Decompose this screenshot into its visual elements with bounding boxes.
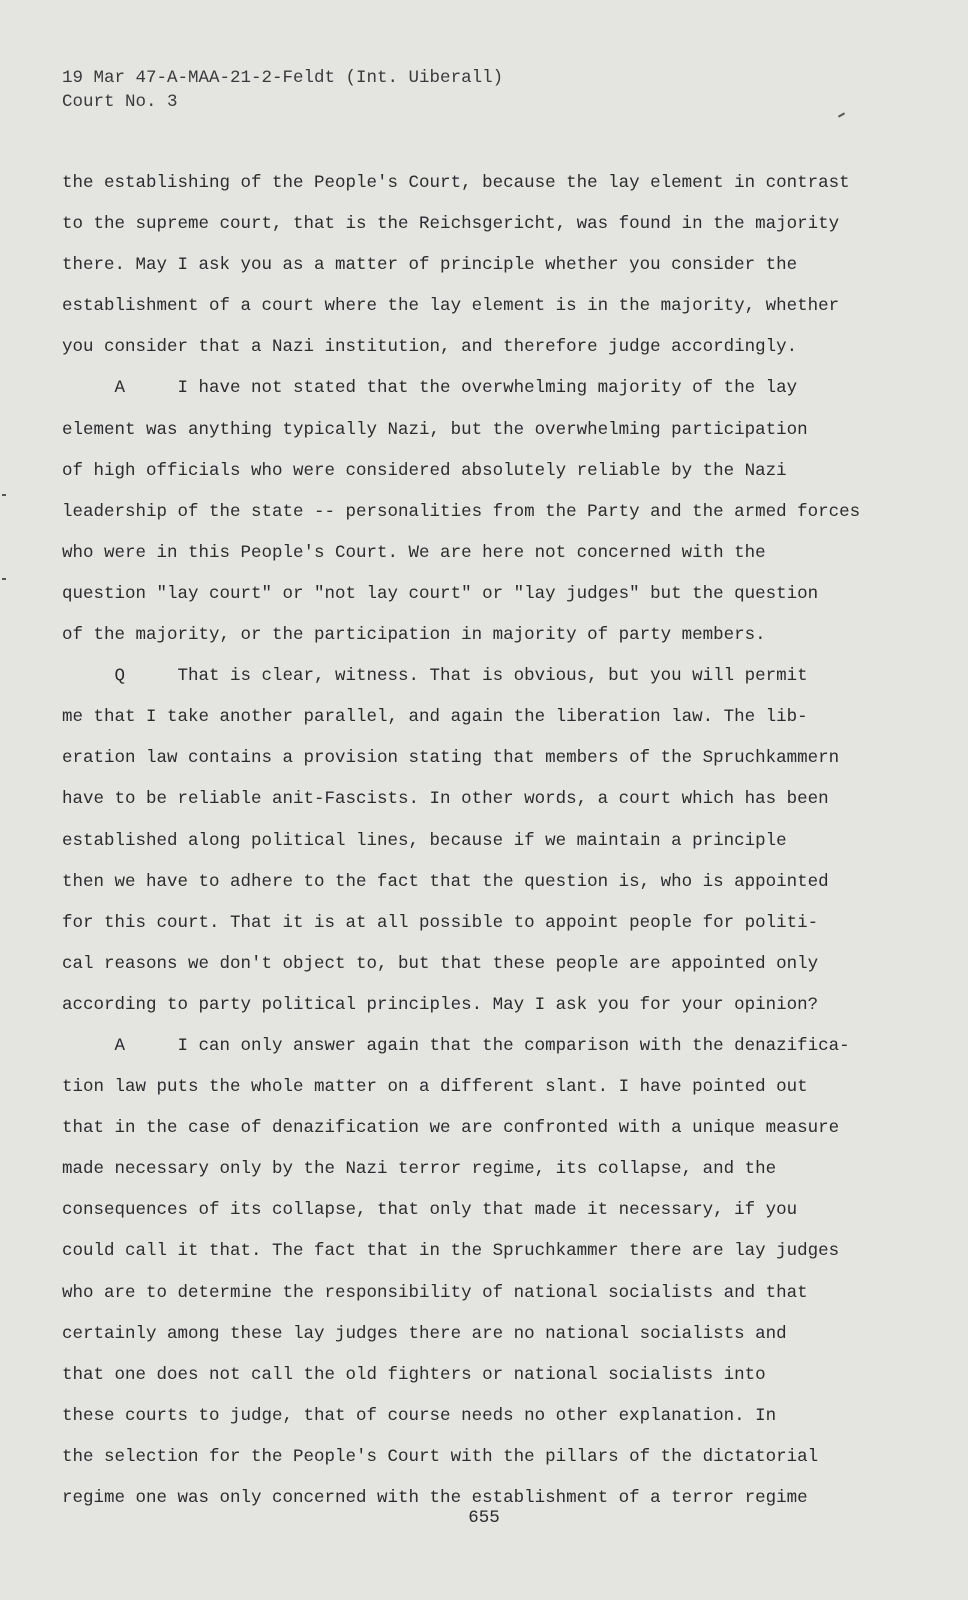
text-line: tion law puts the whole matter on a different slant. I have pointed out bbox=[62, 1077, 808, 1098]
text-line: who were in this People's Court. We are here not concerned with the bbox=[62, 542, 766, 563]
text-line: for this court. That it is at all possible to appoint people for politi- bbox=[62, 912, 819, 933]
text-line: cal reasons we don't object to, but that these people are appointed only bbox=[62, 953, 819, 974]
reference-line: 19 Mar 47-A-MAA-21-2-Feldt (Int. Uiberall) bbox=[62, 68, 504, 88]
court-line: Court No. 3 bbox=[62, 92, 178, 112]
text-line: that one does not call the old fighters or national socialists into bbox=[62, 1364, 766, 1385]
stray-mark bbox=[838, 112, 845, 117]
text-line: A I can only answer again that the comparison with the denazifica- bbox=[62, 1035, 850, 1056]
text-line: who are to determine the responsibility of national socialists and that bbox=[62, 1282, 808, 1303]
text-line: you consider that a Nazi institution, and therefore judge accordingly. bbox=[62, 337, 798, 358]
stray-mark bbox=[2, 578, 6, 580]
text-line: of high officials who were considered absolutely reliable by the Nazi bbox=[62, 460, 787, 481]
text-line: the establishing of the People's Court, because the lay element in contrast bbox=[62, 173, 850, 193]
text-line: regime one was only concerned with the establishment of a terror regime bbox=[62, 1488, 808, 1508]
text-line: consequences of its collapse, that only that made it necessary, if you bbox=[62, 1200, 798, 1221]
text-line: leadership of the state -- personalities from the Party and the armed forces bbox=[62, 501, 861, 522]
text-line: then we have to adhere to the fact that the question is, who is appointed bbox=[62, 871, 829, 892]
transcript-body bbox=[62, 168, 942, 1524]
text-line: me that I take another parallel, and again the liberation law. The lib- bbox=[62, 707, 808, 728]
text-line: certainly among these lay judges there are no national socialists and bbox=[62, 1323, 787, 1344]
text-line: made necessary only by the Nazi terror regime, its collapse, and the bbox=[62, 1159, 777, 1180]
text-line: eration law contains a provision stating that members of the Spruchkammern bbox=[62, 748, 840, 769]
text-line: establishment of a court where the lay element is in the majority, whether bbox=[62, 296, 840, 317]
text-line: question "lay court" or "not lay court" or "lay judges" but the question bbox=[62, 583, 819, 604]
text-line: have to be reliable anit-Fascists. In other words, a court which has been bbox=[62, 789, 829, 810]
text-line: the selection for the People's Court with the pillars of the dictatorial bbox=[62, 1446, 819, 1467]
document-header bbox=[62, 66, 503, 114]
text-line: according to party political principles. May I ask you for your opinion? bbox=[62, 994, 819, 1015]
text-line: could call it that. The fact that in the Spruchkammer there are lay judges bbox=[62, 1241, 840, 1262]
text-line: that in the case of denazification we are confronted with a unique measure bbox=[62, 1118, 840, 1139]
stray-mark bbox=[2, 494, 6, 496]
text-line: A I have not stated that the overwhelming majority of the lay bbox=[62, 378, 798, 399]
text-line: these courts to judge, that of course needs no other explanation. In bbox=[62, 1405, 777, 1426]
text-line: established along political lines, because if we maintain a principle bbox=[62, 830, 787, 851]
text-line: of the majority, or the participation in majority of party members. bbox=[62, 625, 766, 646]
text-line: there. May I ask you as a matter of principle whether you consider the bbox=[62, 255, 798, 276]
text-line: Q That is clear, witness. That is obvious, but you will permit bbox=[62, 666, 808, 687]
page-number: 655 bbox=[468, 1508, 500, 1528]
text-line: to the supreme court, that is the Reichsgericht, was found in the majority bbox=[62, 214, 840, 235]
text-line: element was anything typically Nazi, but the overwhelming participation bbox=[62, 419, 808, 440]
